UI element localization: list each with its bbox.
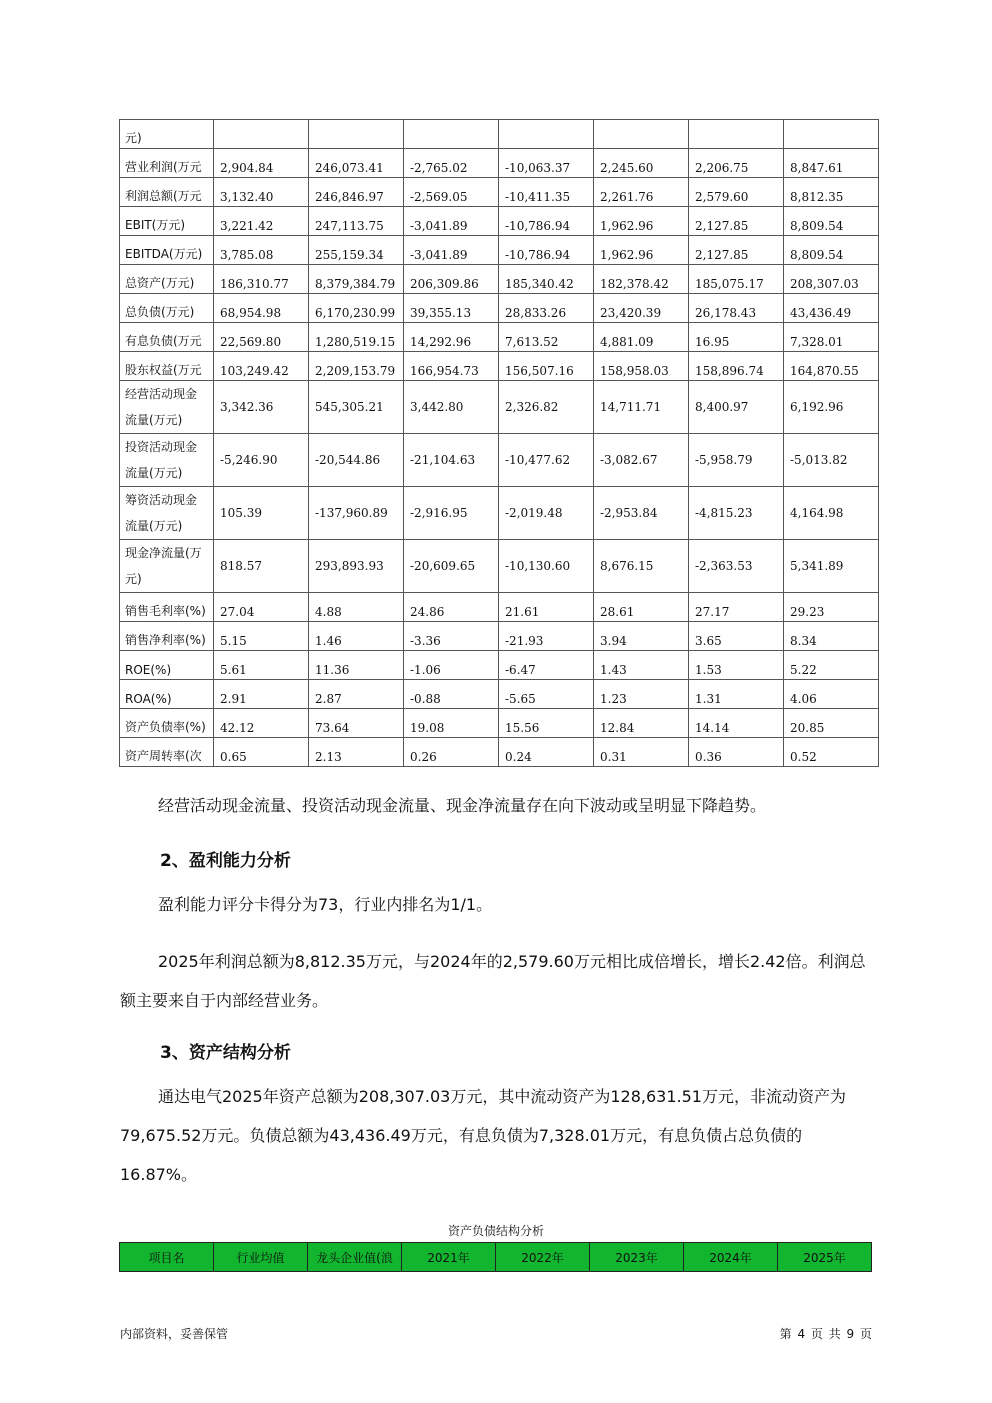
table-cell: 14,711.71: [594, 381, 689, 434]
table-cell: 0.65: [214, 738, 309, 767]
table-cell: 1.43: [594, 651, 689, 680]
table-row: [120, 323, 879, 352]
table-cell: -3,041.89: [404, 207, 499, 236]
table-cell: 103,249.42: [214, 352, 309, 381]
row-label: 元): [120, 120, 214, 149]
row-label: 筹资活动现金流量(万元): [120, 487, 214, 540]
table-row: [120, 120, 879, 149]
table-cell: 2,127.85: [689, 236, 784, 265]
table-row: [120, 352, 879, 381]
table-cell: 26,178.43: [689, 294, 784, 323]
table-cell: 5,341.89: [784, 540, 879, 593]
table-cell: 4,881.09: [594, 323, 689, 352]
table-row: [120, 738, 879, 767]
balance-structure-table: [119, 1242, 872, 1272]
table-cell: 8.34: [784, 622, 879, 651]
row-label: 现金净流量(万元): [120, 540, 214, 593]
table-cell: -3,041.89: [404, 236, 499, 265]
table-cell: 0.52: [784, 738, 879, 767]
table-cell: 8,379,384.79: [309, 265, 404, 294]
table-cell: -3,082.67: [594, 434, 689, 487]
row-label: 资产负债率(%): [120, 709, 214, 738]
table-cell: 3.94: [594, 622, 689, 651]
table-cell: 293,893.93: [309, 540, 404, 593]
table-cell: 5.15: [214, 622, 309, 651]
table-row: [120, 381, 879, 434]
table-cell: 8,676.15: [594, 540, 689, 593]
table-cell: 8,809.54: [784, 236, 879, 265]
table-cell: 247,113.75: [309, 207, 404, 236]
table-row: [120, 236, 879, 265]
table-cell: -20,544.86: [309, 434, 404, 487]
table-cell: 2,904.84: [214, 149, 309, 178]
table-cell: 545,305.21: [309, 381, 404, 434]
table-cell: 166,954.73: [404, 352, 499, 381]
table-cell: 2,326.82: [499, 381, 594, 434]
table-cell: 1,962.96: [594, 207, 689, 236]
table-cell: 2,206.75: [689, 149, 784, 178]
table-cell: 186,310.77: [214, 265, 309, 294]
table-row: [120, 149, 879, 178]
table-cell: 3.65: [689, 622, 784, 651]
header-cell: 2023年: [590, 1243, 684, 1272]
table-cell: 255,159.34: [309, 236, 404, 265]
table-cell: 22,569.80: [214, 323, 309, 352]
table-cell: 164,870.55: [784, 352, 879, 381]
header-cell: 龙头企业值(浪: [308, 1243, 402, 1272]
table-row: [120, 207, 879, 236]
header-cell: 2022年: [496, 1243, 590, 1272]
table-cell: 7,613.52: [499, 323, 594, 352]
table-cell: -2,363.53: [689, 540, 784, 593]
table-cell: -3.36: [404, 622, 499, 651]
table-cell: 2,261.76: [594, 178, 689, 207]
row-label: EBIT(万元): [120, 207, 214, 236]
table-cell: 6,170,230.99: [309, 294, 404, 323]
profitability-heading: 2、盈利能力分析: [160, 851, 291, 871]
table-cell: -5,013.82: [784, 434, 879, 487]
table-cell: -20,609.65: [404, 540, 499, 593]
row-label: 销售净利率(%): [120, 622, 214, 651]
row-label: 利润总额(万元: [120, 178, 214, 207]
table-cell: -4,815.23: [689, 487, 784, 540]
row-label: 经营活动现金流量(万元): [120, 381, 214, 434]
table-cell: -0.88: [404, 680, 499, 709]
table-cell: [404, 120, 499, 149]
table-row: [120, 294, 879, 323]
table-cell: 2,245.60: [594, 149, 689, 178]
table-cell: 1.53: [689, 651, 784, 680]
table-cell: -137,960.89: [309, 487, 404, 540]
table-cell: 3,442.80: [404, 381, 499, 434]
table-cell: 7,328.01: [784, 323, 879, 352]
table-cell: 29.23: [784, 593, 879, 622]
table-cell: 3,785.08: [214, 236, 309, 265]
profit-paragraph: 2025年利润总额为8,812.35万元，与2024年的2,579.60万元相比成倍增长，增长2.42倍。利润总额主要来自于内部经营业务。: [120, 952, 866, 1010]
table-cell: 206,309.86: [404, 265, 499, 294]
header-cell: 项目名: [120, 1243, 214, 1272]
table-cell: 4.88: [309, 593, 404, 622]
table-cell: -10,411.35: [499, 178, 594, 207]
table-cell: -5,246.90: [214, 434, 309, 487]
header-cell: 2024年: [684, 1243, 778, 1272]
asset-paragraph: 通达电气2025年资产总额为208,307.03万元，其中流动资产为128,631.51万元，非流动资产为79,675.52万元。负债总额为43,436.49万元，有息负债为7,328.01万元，有息负债占总负债的16.87%。: [120, 1087, 846, 1184]
table-cell: 11.36: [309, 651, 404, 680]
table-cell: 246,846.97: [309, 178, 404, 207]
table-cell: 2,209,153.79: [309, 352, 404, 381]
table-cell: 27.17: [689, 593, 784, 622]
row-label: 总资产(万元): [120, 265, 214, 294]
score-paragraph: 盈利能力评分卡得分为73，行业内排名为1/1。: [158, 895, 493, 914]
table-cell: [214, 120, 309, 149]
table-caption: 资产负债结构分析: [447, 1224, 544, 1238]
row-label: ROA(%): [120, 680, 214, 709]
table-cell: -2,916.95: [404, 487, 499, 540]
table-cell: 158,958.03: [594, 352, 689, 381]
table-cell: [689, 120, 784, 149]
table-row: [120, 540, 879, 593]
table-cell: -10,786.94: [499, 236, 594, 265]
table-cell: 208,307.03: [784, 265, 879, 294]
table-cell: 1.23: [594, 680, 689, 709]
table-cell: -5.65: [499, 680, 594, 709]
table-cell: 15.56: [499, 709, 594, 738]
table-row: [120, 709, 879, 738]
table-cell: 4,164.98: [784, 487, 879, 540]
table-header-row: [120, 1243, 872, 1272]
table-cell: -2,569.05: [404, 178, 499, 207]
header-cell: 2021年: [402, 1243, 496, 1272]
table-cell: 158,896.74: [689, 352, 784, 381]
table-cell: 182,378.42: [594, 265, 689, 294]
table-cell: 68,954.98: [214, 294, 309, 323]
cashflow-paragraph: 经营活动现金流量、投资活动现金流量、现金净流量存在向下波动或呈明显下降趋势。: [158, 796, 767, 815]
table-cell: 8,400.97: [689, 381, 784, 434]
table-cell: 28,833.26: [499, 294, 594, 323]
table-cell: 105.39: [214, 487, 309, 540]
table-cell: 0.26: [404, 738, 499, 767]
table-cell: 21.61: [499, 593, 594, 622]
table-cell: 3,132.40: [214, 178, 309, 207]
table-cell: 14.14: [689, 709, 784, 738]
row-label: ROE(%): [120, 651, 214, 680]
table-cell: 0.24: [499, 738, 594, 767]
footer-page-number: 第 4 页 共 9 页: [779, 1327, 872, 1341]
table-cell: -10,477.62: [499, 434, 594, 487]
table-cell: 156,507.16: [499, 352, 594, 381]
table-cell: -2,019.48: [499, 487, 594, 540]
table-cell: 246,073.41: [309, 149, 404, 178]
table-cell: -10,063.37: [499, 149, 594, 178]
table-row: [120, 178, 879, 207]
table-cell: 2,127.85: [689, 207, 784, 236]
table-row: [120, 593, 879, 622]
table-cell: 20.85: [784, 709, 879, 738]
table-cell: -21.93: [499, 622, 594, 651]
table-cell: 16.95: [689, 323, 784, 352]
table-cell: 6,192.96: [784, 381, 879, 434]
table-cell: 2.13: [309, 738, 404, 767]
table-cell: 3,221.42: [214, 207, 309, 236]
table-cell: -10,786.94: [499, 207, 594, 236]
table-cell: -21,104.63: [404, 434, 499, 487]
table-cell: 8,809.54: [784, 207, 879, 236]
financial-indicators-table: [119, 119, 879, 767]
table-cell: 2,579.60: [689, 178, 784, 207]
table-row: [120, 622, 879, 651]
table-cell: 42.12: [214, 709, 309, 738]
header-cell: 行业均值: [214, 1243, 308, 1272]
table-cell: 14,292.96: [404, 323, 499, 352]
table-row: [120, 434, 879, 487]
table-cell: -1.06: [404, 651, 499, 680]
table-cell: -6.47: [499, 651, 594, 680]
table-cell: 23,420.39: [594, 294, 689, 323]
row-label: 总负债(万元): [120, 294, 214, 323]
table-cell: 3,342.36: [214, 381, 309, 434]
table-row: [120, 265, 879, 294]
table-cell: 0.36: [689, 738, 784, 767]
table-cell: 4.06: [784, 680, 879, 709]
table-cell: 2.91: [214, 680, 309, 709]
table-cell: 2.87: [309, 680, 404, 709]
table-cell: 73.64: [309, 709, 404, 738]
table-row: [120, 680, 879, 709]
table-cell: -10,130.60: [499, 540, 594, 593]
financial-table-body: [120, 120, 879, 767]
table-cell: 19.08: [404, 709, 499, 738]
table-cell: 818.57: [214, 540, 309, 593]
table-cell: 28.61: [594, 593, 689, 622]
row-label: 股东权益(万元: [120, 352, 214, 381]
row-label: EBITDA(万元): [120, 236, 214, 265]
table-cell: -5,958.79: [689, 434, 784, 487]
table-cell: 27.04: [214, 593, 309, 622]
table-cell: 5.22: [784, 651, 879, 680]
table-cell: -2,765.02: [404, 149, 499, 178]
row-label: 销售毛利率(%): [120, 593, 214, 622]
header-cell: 2025年: [778, 1243, 872, 1272]
table-row: [120, 651, 879, 680]
table-cell: [499, 120, 594, 149]
table-cell: 1,962.96: [594, 236, 689, 265]
table-cell: 185,340.42: [499, 265, 594, 294]
table-cell: 12.84: [594, 709, 689, 738]
table-cell: [784, 120, 879, 149]
table-cell: 0.31: [594, 738, 689, 767]
table-cell: 1.46: [309, 622, 404, 651]
table-cell: 39,355.13: [404, 294, 499, 323]
table-cell: [309, 120, 404, 149]
table-cell: 8,812.35: [784, 178, 879, 207]
table-cell: 5.61: [214, 651, 309, 680]
asset-structure-heading: 3、资产结构分析: [160, 1043, 291, 1063]
table-cell: [594, 120, 689, 149]
row-label: 营业利润(万元: [120, 149, 214, 178]
row-label: 投资活动现金流量(万元): [120, 434, 214, 487]
table-cell: 24.86: [404, 593, 499, 622]
footer-confidential: 内部资料，妥善保管: [120, 1327, 229, 1341]
table-row: [120, 487, 879, 540]
table-cell: 1.31: [689, 680, 784, 709]
table-cell: 8,847.61: [784, 149, 879, 178]
table-cell: 1,280,519.15: [309, 323, 404, 352]
table-cell: 185,075.17: [689, 265, 784, 294]
table-cell: 43,436.49: [784, 294, 879, 323]
row-label: 有息负债(万元: [120, 323, 214, 352]
table-cell: -2,953.84: [594, 487, 689, 540]
row-label: 资产周转率(次: [120, 738, 214, 767]
